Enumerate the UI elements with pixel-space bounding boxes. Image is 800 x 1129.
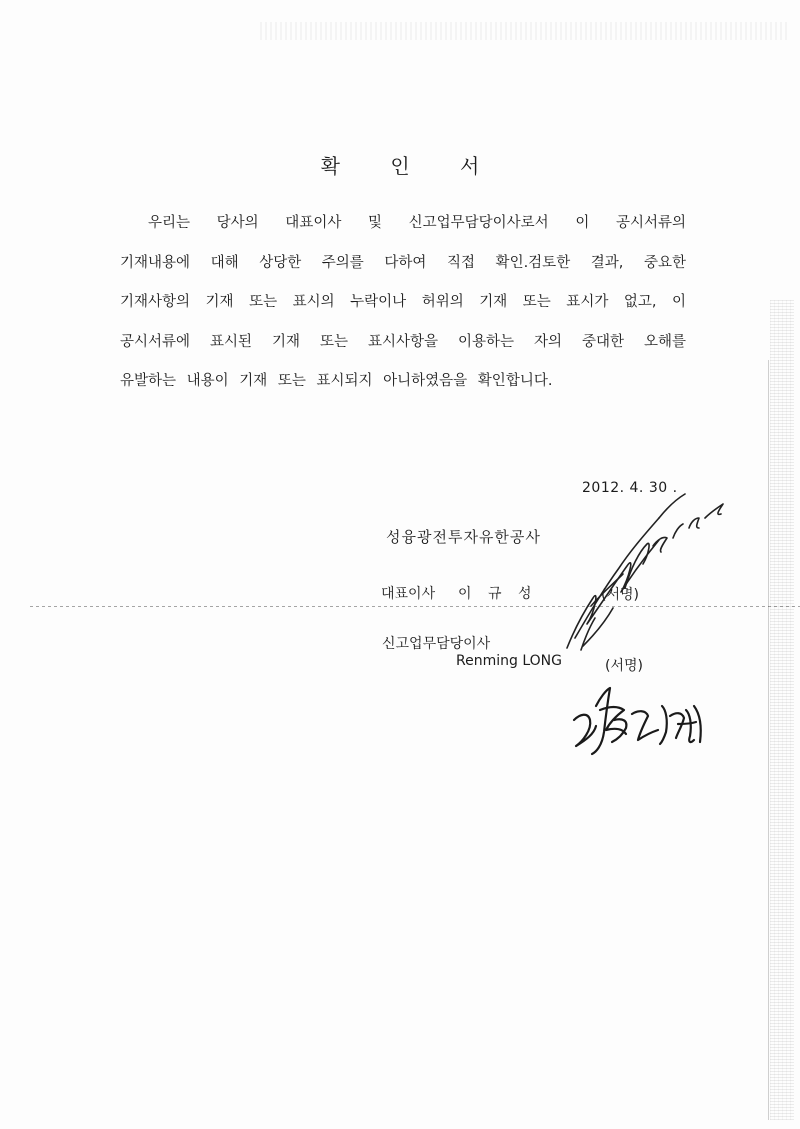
disclosure-officer-seal-label: (서명)	[605, 658, 643, 674]
document-title: 확 인 서	[320, 154, 502, 178]
disclosure-officer-signature	[566, 680, 716, 760]
body-line: 공시서류에 표시된 기재 또는 표시사항을 이용하는 자의 중대한 오해를	[120, 333, 686, 350]
disclosure-officer-title: 신고업무담당이사	[382, 636, 491, 652]
body-line: 유발하는 내용이 기재 또는 표시되지 아니하였음을 확인합니다.	[120, 373, 553, 389]
ceo-name: 이 규 성	[458, 586, 538, 602]
body-line: 기재사항의 기재 또는 표시의 누락이나 허위의 기재 또는 표시가 없고, 이	[120, 294, 686, 310]
ceo-title: 대표이사	[381, 586, 436, 602]
disclosure-officer-name: Renming LONG	[456, 653, 562, 669]
body-line: 기재내용에 대해 상당한 주의를 다하여 직접 확인.검토한 결과, 중요한	[120, 254, 686, 271]
company-name: 성융광전투자유한공사	[386, 528, 541, 546]
scan-noise-top	[260, 22, 790, 40]
ceo-signature	[555, 488, 735, 658]
body-line: 우리는 당사의 대표이사 및 신고업무담당이사로서 이 공시서류의	[148, 215, 686, 231]
document-date: 2012. 4. 30 .	[582, 480, 678, 496]
scan-noise-right	[770, 300, 794, 1120]
scan-edge-line	[768, 360, 769, 1120]
ceo-seal-label: (서명)	[601, 587, 639, 603]
fold-line	[30, 606, 800, 607]
confirmation-body	[120, 204, 686, 402]
